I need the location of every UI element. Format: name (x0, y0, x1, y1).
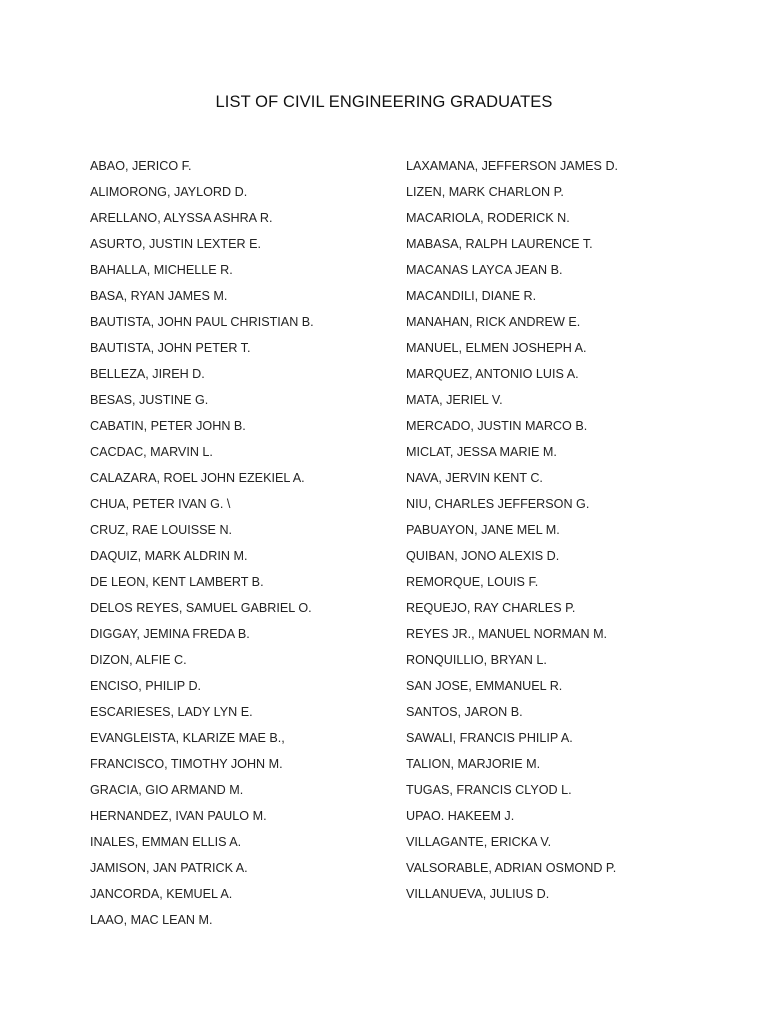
graduate-name: PABUAYON, JANE MEL M. (406, 523, 560, 537)
graduate-name: VALSORABLE, ADRIAN OSMOND P. (406, 861, 617, 875)
graduate-name: SAWALI, FRANCIS PHILIP A. (406, 731, 573, 745)
graduate-name: CACDAC, MARVIN L. (90, 445, 213, 459)
graduate-name: REMORQUE, LOUIS F. (406, 575, 539, 589)
graduate-name: CRUZ, RAE LOUISSE N. (90, 523, 233, 537)
graduate-name: MACARIOLA, RODERICK N. (406, 211, 570, 225)
graduate-name: DIZON, ALFIE C. (90, 653, 187, 667)
graduate-name: BAUTISTA, JOHN PAUL CHRISTIAN B. (90, 315, 314, 329)
graduate-name: BESAS, JUSTINE G. (90, 393, 209, 407)
graduate-name: GRACIA, GIO ARMAND M. (90, 783, 244, 797)
graduate-name: RONQUILLIO, BRYAN L. (406, 653, 547, 667)
graduate-name: DIGGAY, JEMINA FREDA B. (90, 627, 250, 641)
page-title: LIST OF CIVIL ENGINEERING GRADUATES (215, 93, 553, 111)
graduate-name: MARQUEZ, ANTONIO LUIS A. (406, 367, 579, 381)
graduate-name: VILLANUEVA, JULIUS D. (406, 887, 550, 901)
graduate-name: BASA, RYAN JAMES M. (90, 289, 228, 303)
graduate-name: MANAHAN, RICK ANDREW E. (406, 315, 581, 329)
graduate-name: BAUTISTA, JOHN PETER T. (90, 341, 251, 355)
graduate-name: INALES, EMMAN ELLIS A. (90, 835, 242, 849)
graduates-list-left (90, 157, 314, 937)
graduate-name: DELOS REYES, SAMUEL GABRIEL O. (90, 601, 312, 615)
graduate-name: CALAZARA, ROEL JOHN EZEKIEL A. (90, 471, 305, 485)
graduate-name: SAN JOSE, EMMANUEL R. (406, 679, 563, 693)
graduate-name: EVANGLEISTA, KLARIZE MAE B., (90, 731, 285, 745)
graduate-name: ESCARIESES, LADY LYN E. (90, 705, 253, 719)
graduate-name: NAVA, JERVIN KENT C. (406, 471, 543, 485)
graduate-name: SANTOS, JARON B. (406, 705, 523, 719)
graduate-name: QUIBAN, JONO ALEXIS D. (406, 549, 560, 563)
graduate-name: MACANAS LAYCA JEAN B. (406, 263, 563, 277)
graduate-name: ASURTO, JUSTIN LEXTER E. (90, 237, 261, 251)
graduate-name: MATA, JERIEL V. (406, 393, 503, 407)
graduate-name: MANUEL, ELMEN JOSHEPH A. (406, 341, 587, 355)
graduate-name: LIZEN, MARK CHARLON P. (406, 185, 564, 199)
graduate-name: FRANCISCO, TIMOTHY JOHN M. (90, 757, 283, 771)
graduate-name: TALION, MARJORIE M. (406, 757, 541, 771)
graduate-name: VILLAGANTE, ERICKA V. (406, 835, 552, 849)
graduate-name: ARELLANO, ALYSSA ASHRA R. (90, 211, 273, 225)
graduate-name: CHUA, PETER IVAN G. \ (90, 497, 231, 511)
graduate-name: REQUEJO, RAY CHARLES P. (406, 601, 576, 615)
graduates-list-right (406, 157, 618, 911)
graduate-name: NIU, CHARLES JEFFERSON G. (406, 497, 590, 511)
graduate-name: LAAO, MAC LEAN M. (90, 913, 213, 927)
graduate-name: MERCADO, JUSTIN MARCO B. (406, 419, 588, 433)
graduate-name: BELLEZA, JIREH D. (90, 367, 205, 381)
graduate-name: HERNANDEZ, IVAN PAULO M. (90, 809, 267, 823)
graduate-name: DE LEON, KENT LAMBERT B. (90, 575, 264, 589)
graduate-name: TUGAS, FRANCIS CLYOD L. (406, 783, 572, 797)
graduate-name: ALIMORONG, JAYLORD D. (90, 185, 248, 199)
graduate-name: ABAO, JERICO F. (90, 159, 192, 173)
graduate-name: DAQUIZ, MARK ALDRIN M. (90, 549, 248, 563)
graduate-name: BAHALLA, MICHELLE R. (90, 263, 233, 277)
graduate-name: ENCISO, PHILIP D. (90, 679, 202, 693)
graduate-name: REYES JR., MANUEL NORMAN M. (406, 627, 608, 641)
graduate-name: CABATIN, PETER JOHN B. (90, 419, 246, 433)
graduate-name: LAXAMANA, JEFFERSON JAMES D. (406, 159, 619, 173)
graduate-name: UPAO. HAKEEM J. (406, 809, 515, 823)
graduate-name: MACANDILI, DIANE R. (406, 289, 537, 303)
graduate-name: MABASA, RALPH LAURENCE T. (406, 237, 593, 251)
graduate-name: JAMISON, JAN PATRICK A. (90, 861, 248, 875)
graduate-name: MICLAT, JESSA MARIE M. (406, 445, 557, 459)
graduate-name: JANCORDA, KEMUEL A. (90, 887, 233, 901)
